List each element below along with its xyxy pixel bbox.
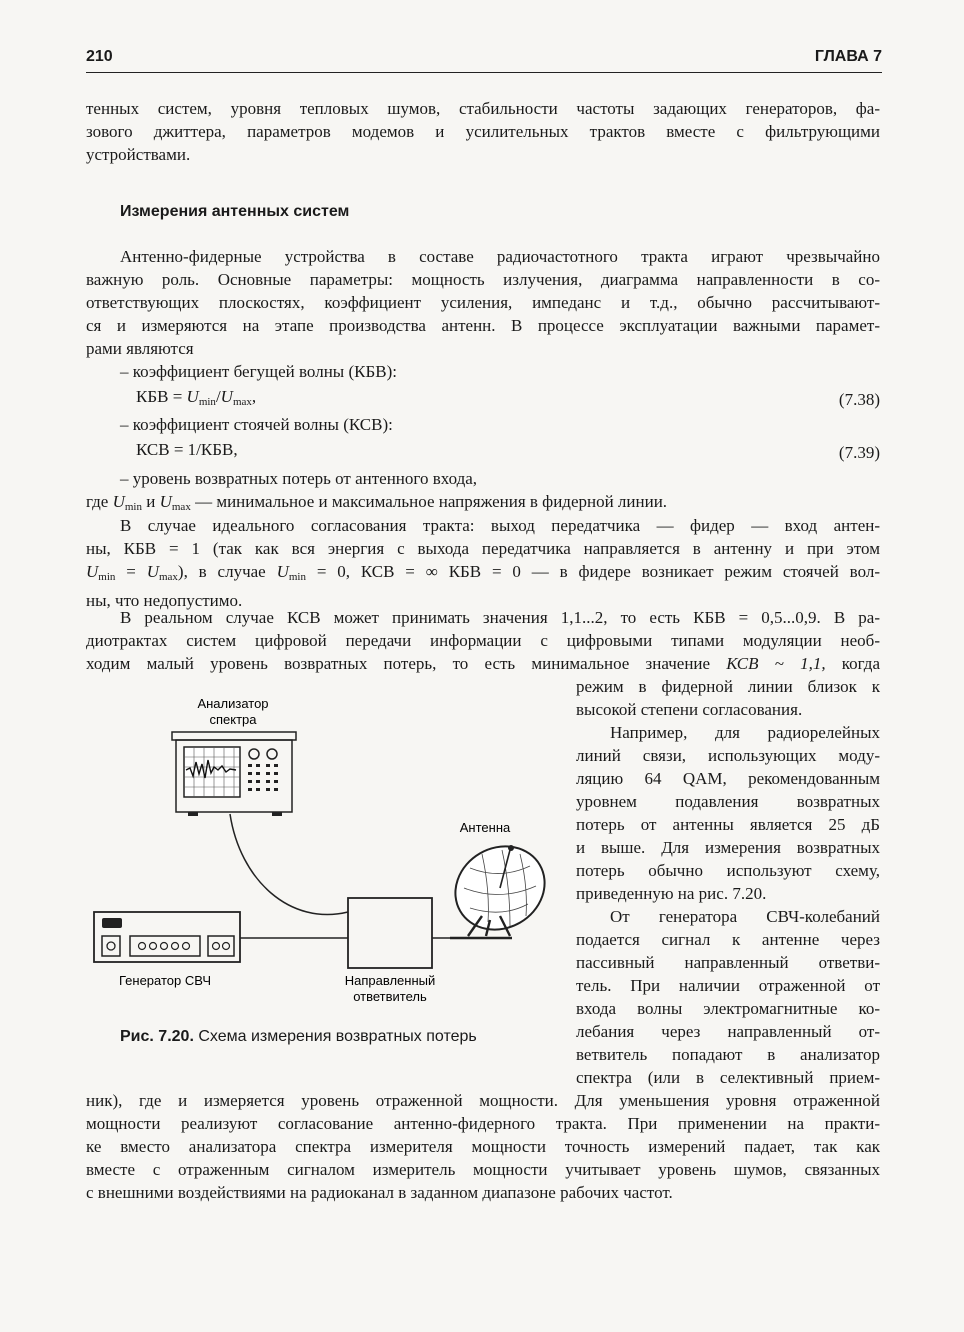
text-line: $U_{min} = U_{max}$), в случае $U_{min} = 0$, КСВ = ∞ КБВ = 0 — в фидере возникает режим стоячей вол- [86, 562, 880, 583]
equation-number: (7.39) [838, 443, 880, 462]
text-line: высокой степени согласования. [576, 700, 803, 719]
paragraph-real-case [86, 606, 880, 675]
formula-kbv: КБВ = $U_{min}/U_{max}$, [136, 387, 257, 408]
text-line: ляцию 64 QAM, рекомендованным [576, 769, 880, 788]
text-line: вместе с отраженным сигналом измеритель мощности учитывает уровень шумов, связанных [86, 1160, 880, 1179]
text-line: пассивный направленный ответви- [576, 953, 880, 972]
section-heading: Измерения антенных систем [120, 203, 350, 220]
text-line: От генератора СВЧ-колебаний [610, 907, 880, 926]
text-line: ся и измеряются на этапе производства антенн. В процессе эксплуатации важными парамет- [86, 316, 880, 335]
text-line: линий связи, использующих моду- [576, 746, 880, 765]
text-line: с внешними воздействиями на радиоканал в заданном диапазоне рабочих частот. [86, 1183, 673, 1202]
label-coupler: ответвитель [353, 989, 427, 1004]
caption-number: Рис. 7.20. [120, 1028, 194, 1045]
text-line: ке вместо анализатора спектра измерителя мощности точность измерений падает, так как [86, 1137, 880, 1156]
dish-antenna-icon [440, 830, 560, 945]
bullet-return-loss: – уровень возвратных потерь от антенного входа, [120, 469, 478, 488]
text-line: потерь обычно используют схему, [576, 861, 880, 880]
caption-text: Схема измерения возвратных потерь [193, 1028, 477, 1045]
microwave-generator-icon [94, 912, 240, 962]
text-line: тель. При наличии отраженной от [576, 976, 880, 995]
text-line: уровнем подавления возвратных [576, 792, 880, 811]
text-line: мощности реализуют согласование антенно-фидерного тракта. При применении на практи- [86, 1114, 880, 1133]
text-line: подается сигнал к антенне через [576, 930, 880, 949]
text-line: и выше. Для измерения возвратных [576, 838, 880, 857]
bullet-ksv: – коэффициент стоячей волны (КСВ): [120, 415, 393, 434]
text-line: ветвитель попадают в анализатор [576, 1045, 880, 1064]
text-line: тенных систем, уровня тепловых шумов, стабильности частоты задающих генераторов, фа- [86, 99, 880, 118]
label-coupler: Направленный [344, 973, 436, 988]
label-analyzer: спектра [209, 712, 257, 727]
formula-ksv: КСВ = 1/КБВ, [136, 440, 238, 459]
text-line: лебания через направленный от- [576, 1022, 880, 1041]
label-antenna: Антенна [459, 820, 511, 835]
page-number: 210 [86, 48, 113, 65]
directional-coupler-icon [348, 898, 432, 968]
text-line: зового джиттера, параметров модемов и усилительных трактов вместе с фильтрующими [86, 122, 880, 141]
spectrum-analyzer-icon [172, 732, 296, 816]
side-column-text [576, 675, 880, 1089]
text-line: Например, для радиорелейных [610, 723, 880, 742]
page-header [86, 44, 882, 73]
chapter-title: ГЛАВА 7 [814, 48, 882, 65]
label-analyzer: Анализатор [197, 696, 269, 711]
text-line: ответствующих плоскостях, коэффициент усиления, импеданс и т.д., обычно рассчитывают- [86, 293, 880, 312]
text-line: ник), где и измеряется уровень отраженной мощности. Для уменьшения уровня отраженной [86, 1091, 880, 1110]
where-line: где $U_{min}$ и $U_{max}$ — минимальное и максимальное напряжения в фидерной линии. [86, 492, 668, 513]
figure-return-loss-diagram [90, 690, 560, 1020]
equation-number: (7.38) [838, 390, 880, 409]
text-line: устройствами. [86, 145, 191, 164]
label-generator: Генератор СВЧ [118, 973, 212, 988]
text-line: ны, что недопустимо. [86, 591, 243, 610]
text-line: В случае идеального согласования тракта: выход передатчика — фидер — вход антен- [120, 516, 880, 535]
text-line: входа волны электромагнитные ко- [576, 999, 880, 1018]
text-line: приведенную на рис. 7.20. [576, 884, 767, 903]
text-line: потерь от антенны является 25 дБ [576, 815, 880, 834]
cable-analyzer [230, 814, 348, 915]
paragraph-final [86, 1089, 880, 1204]
text-line: важную роль. Основные параметры: мощность излучения, диаграмма направленности в со- [86, 270, 880, 289]
text-line: ны, КБВ = 1 (так как вся энергия с выхода передатчика направляется в антенну и при этом [86, 539, 880, 558]
text-line: Антенно-фидерные устройства в составе радиочастотного тракта играют чрезвычайно [120, 247, 880, 266]
text-line: рами являются [86, 339, 194, 358]
text-line: диотрактах систем цифровой передачи информации с цифровыми типами модуляции необ- [86, 631, 880, 650]
paragraph-ideal-matching [86, 514, 880, 612]
intro-paragraph [86, 97, 880, 166]
text-line: В реальном случае КСВ может принимать значения 1,1...2, то есть КБВ = 0,5...0,9. В ра- [120, 608, 880, 627]
bullet-kbv: – коэффициент бегущей волны (КБВ): [120, 362, 397, 381]
text-line: ходим малый уровень возвратных потерь, то есть минимальное значение КСВ ~ 1,1, когда [86, 654, 880, 673]
figure-caption [120, 1028, 477, 1046]
text-line: режим в фидерной линии близок к [576, 677, 880, 696]
paragraph-antenna-params [86, 245, 880, 360]
text-line: спектра (или в селективный прием- [576, 1068, 880, 1087]
